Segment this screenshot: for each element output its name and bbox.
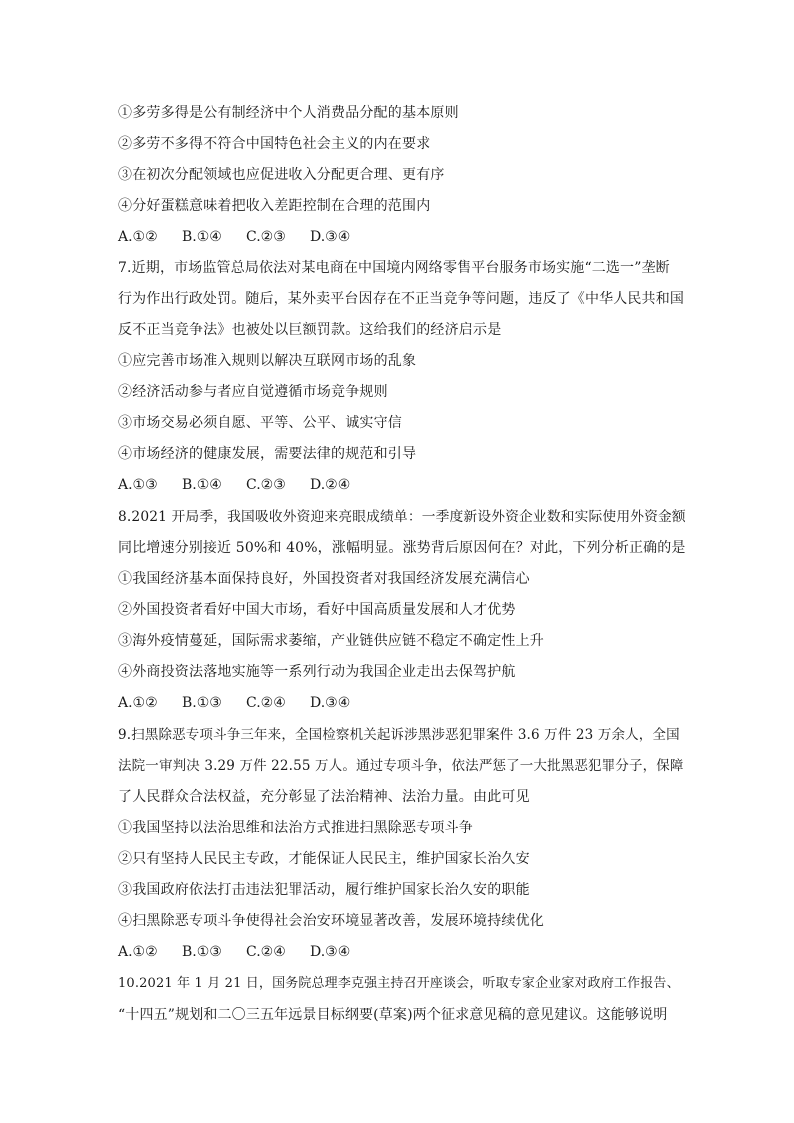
q8-choice-c: C.②④ [246,695,286,711]
q9-choice-c: C.②④ [246,944,286,960]
q9-stem-line-2: 法院一审判决 3.29 万件 22.55 万人。通过专项斗争，依法严惩了一大批黑恶犯罪分子，保障 [118,758,684,774]
q7-choice-a: A.①③ [118,477,158,493]
q7-stem-line-3: 反不正当竞争法》也被处以巨额罚款。这给我们的经济启示是 [118,322,502,338]
q8-item-3: ③海外疫情蔓延，国际需求萎缩，产业链供应链不稳定不确定性上升 [118,633,544,649]
q6-choices [118,227,374,247]
q7-item-2: ②经济活动参与者应自觉遵循市场竞争规则 [118,384,388,400]
q9-item-2: ②只有坚持人民民主专政，才能保证人民民主，维护国家长治久安 [118,851,530,867]
q8-item-2: ②外国投资者看好中国大市场，看好中国高质量发展和人才优势 [118,602,516,618]
q7-item-1: ①应完善市场准入规则以解决互联网市场的乱象 [118,353,417,369]
q7-choices [118,475,374,495]
q7-choice-b: B.①④ [182,477,222,493]
q8-choice-b: B.①③ [182,695,222,711]
q10-stem-line-2: “十四五”规划和二〇三五年远景目标纲要(草案)两个征求意见稿的意见建议。这能够说明 [118,1007,668,1023]
q7-stem-line-1: 7.近期，市场监管总局依法对某电商在中国境内网络零售平台服务市场实施“二选一”垄断 [118,260,670,276]
q8-stem-line-2: 同比增速分别接近 50%和 40%，涨幅明显。涨势背后原因何在？对此，下列分析正确的是 [118,540,686,556]
q7-item-4: ④市场经济的健康发展，需要法律的规范和引导 [118,446,417,462]
q8-item-1: ①我国经济基本面保持良好，外国投资者对我国经济发展充满信心 [118,571,530,587]
q6-choice-b: B.①④ [182,229,222,245]
q6-item-3: ③在初次分配领域也应促进收入分配更合理、更有序 [118,167,445,183]
q6-item-2: ②多劳不多得不符合中国特色社会主义的内在要求 [118,136,431,152]
q9-item-4: ④扫黑除恶专项斗争使得社会治安环境显著改善，发展环境持续优化 [118,913,544,929]
q8-item-4: ④外商投资法落地实施等一系列行动为我国企业走出去保驾护航 [118,664,516,680]
q6-item-4: ④分好蛋糕意味着把收入差距控制在合理的范围内 [118,198,431,214]
q9-choice-b: B.①③ [182,944,222,960]
q8-choice-a: A.①② [118,695,158,711]
q9-choice-a: A.①② [118,944,158,960]
q9-item-3: ③我国政府依法打击违法犯罪活动，履行维护国家长治久安的职能 [118,882,530,898]
q6-choice-a: A.①② [118,229,158,245]
q9-stem-line-3: 了人民群众合法权益，充分彰显了法治精神、法治力量。由此可见 [118,789,530,805]
q7-stem-line-2: 行为作出行政处罚。随后，某外卖平台因存在不正当竞争等问题，违反了《中华人民共和国 [118,291,684,307]
q8-choices [118,693,374,713]
q9-choice-d: D.③④ [310,944,351,960]
q7-choice-d: D.②④ [310,477,351,493]
q9-item-1: ①我国坚持以法治思维和法治方式推进扫黑除恶专项斗争 [118,820,473,836]
q8-stem-line-1: 8.2021 开局季，我国吸收外资迎来亮眼成绩单：一季度新设外资企业数和实际使用外资金额 [118,509,686,525]
q6-item-1: ①多劳多得是公有制经济中个人消费品分配的基本原则 [118,105,459,121]
q10-stem-line-1: 10.2021 年 1 月 21 日，国务院总理李克强主持召开座谈会，听取专家企业家对政府工作报告、 [118,976,680,991]
q6-choice-c: C.②③ [246,229,286,245]
q6-choice-d: D.③④ [310,229,351,245]
q8-choice-d: D.③④ [310,695,351,711]
q7-choice-c: C.②③ [246,477,286,493]
q9-choices [118,942,374,962]
q7-item-3: ③市场交易必须自愿、平等、公平、诚实守信 [118,415,402,431]
q9-stem-line-1: 9.扫黑除恶专项斗争三年来，全国检察机关起诉涉黑涉恶犯罪案件 3.6 万件 23 万余人，全国 [118,727,680,743]
